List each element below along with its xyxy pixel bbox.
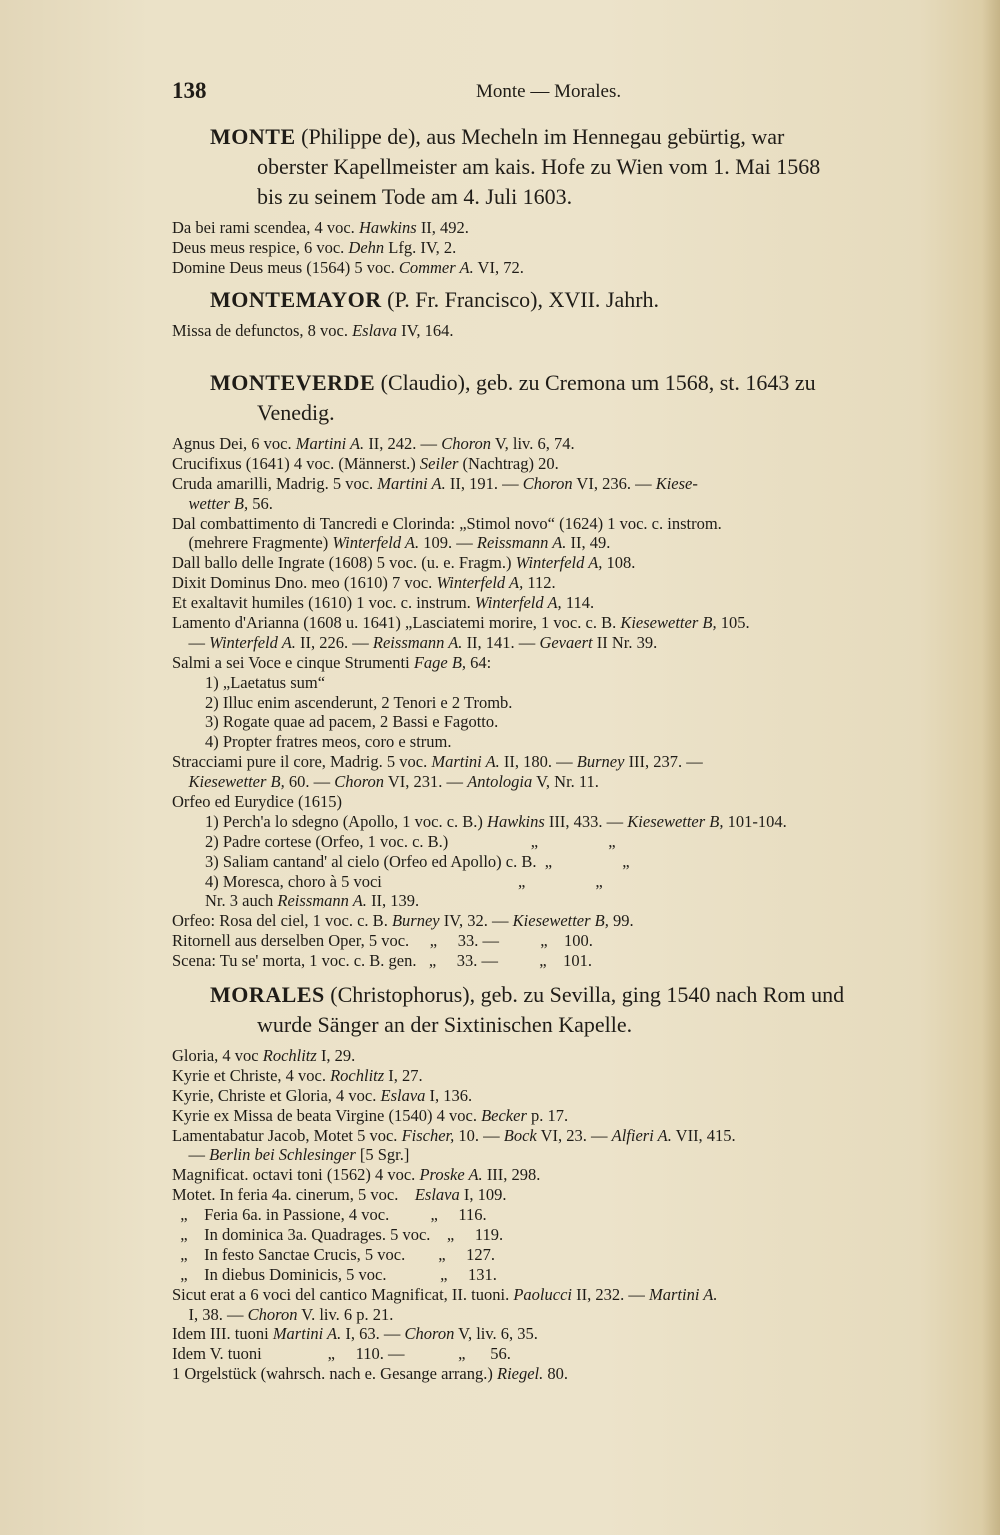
- work-text: 1) „Laetatus sum“: [172, 672, 326, 692]
- work-line: [172, 1126, 907, 1146]
- work-line: [172, 1265, 907, 1285]
- work-line: [172, 693, 907, 713]
- source-reference: Martini A.: [377, 473, 446, 493]
- work-line: [172, 573, 907, 593]
- work-text: II, 49.: [566, 533, 611, 553]
- work-line: [172, 1165, 907, 1185]
- work-text: Stracciami pure il core, Madrig. 5 voc.: [172, 752, 432, 772]
- entry-heading-text: (P. Fr. Francisco), XVII. Jahrh.: [381, 287, 660, 312]
- work-line: [172, 613, 907, 633]
- work-line: [172, 1086, 907, 1106]
- source-reference: Winterfeld A,: [474, 593, 562, 613]
- source-reference: Antologia: [467, 772, 533, 792]
- work-line: [172, 533, 907, 553]
- work-text: III, 298.: [482, 1165, 541, 1185]
- work-text: Lamento d'Arianna (1608 u. 1641) „Lasciatemi morire, 1 voc. c. B.: [172, 613, 621, 633]
- work-text: Kyrie et Christe, 4 voc.: [172, 1065, 331, 1085]
- work-text: IV, 32. —: [439, 911, 513, 931]
- work-text: Dixit Dominus Dno. meo (1610) 7 voc.: [172, 573, 437, 593]
- source-reference: Reissmann A.: [476, 533, 567, 553]
- source-reference: Kiesewetter B,: [627, 811, 724, 831]
- work-line: [172, 593, 907, 613]
- source-reference: Commer A.: [398, 257, 474, 277]
- source-reference: Martini A.: [649, 1284, 718, 1304]
- work-line: [172, 218, 907, 238]
- work-list: [0, 321, 1000, 341]
- source-reference: Eslava: [380, 1085, 426, 1105]
- entry-heading-continuation: wurde Sänger an der Sixtinischen Kapelle.: [257, 1012, 633, 1037]
- entry-heading: [0, 980, 1000, 1040]
- work-text: Magnificat. octavi toni (1562) 4 voc.: [172, 1165, 420, 1185]
- work-text: I, 136.: [425, 1085, 473, 1105]
- work-line: [172, 1245, 907, 1265]
- entry-heading-text: (Philippe de), aus Mecheln im Hennegau gebürtig, war: [295, 124, 785, 149]
- source-reference: Burney: [391, 911, 440, 931]
- work-line: [172, 514, 907, 534]
- work-line: [172, 1145, 907, 1165]
- work-text: VI, 23. —: [536, 1125, 612, 1145]
- work-line: [172, 732, 907, 752]
- source-reference: Choron: [247, 1304, 298, 1324]
- work-text: „ In festo Sanctae Crucis, 5 voc. „ 127.: [172, 1244, 496, 1264]
- work-line: [172, 1106, 907, 1126]
- source-reference: Kiese-: [655, 473, 698, 493]
- work-text: Missa de defunctos, 8 voc.: [172, 321, 353, 340]
- work-text: Orfeo: Rosa del ciel, 1 voc. c. B.: [172, 911, 392, 931]
- source-reference: Choron: [334, 772, 385, 792]
- work-line: [172, 1324, 907, 1344]
- work-text: II, 139.: [366, 891, 420, 911]
- work-text: II Nr. 39.: [592, 632, 658, 652]
- source-reference: Riegel.: [496, 1364, 544, 1384]
- work-text: 2) Illuc enim ascenderunt, 2 Tenori e 2 Tromb.: [172, 692, 513, 712]
- source-reference: Winterfeld A,: [436, 573, 524, 593]
- work-text: Dal combattimento di Tancredi e Clorinda: „Stimol novo“ (1624) 1 voc. c. instrom.: [172, 513, 722, 533]
- work-text: 80.: [543, 1364, 569, 1384]
- work-line: [172, 653, 907, 673]
- work-text: II, 242. —: [364, 434, 442, 453]
- source-reference: Winterfeld A,: [515, 553, 603, 573]
- work-text: VII, 415.: [671, 1125, 736, 1145]
- work-text: V, Nr. 11.: [532, 772, 599, 792]
- work-text: VI, 231. —: [384, 772, 468, 792]
- entry-heading-continuation: bis zu seinem Tode am 4. Juli 1603.: [257, 184, 573, 209]
- work-text: Gloria, 4 voc: [172, 1046, 263, 1065]
- source-reference: Eslava: [352, 321, 398, 340]
- source-reference: Berlin bei Schlesinger: [209, 1145, 356, 1165]
- entry-morales: [0, 980, 1000, 1384]
- work-line: [172, 258, 907, 278]
- work-text: 56.: [248, 493, 273, 513]
- work-text: 64:: [466, 652, 492, 672]
- work-line: [172, 911, 907, 931]
- work-text: Sicut erat a 6 voci del cantico Magnificat, II. tuoni.: [172, 1284, 514, 1304]
- work-text: 108.: [602, 553, 636, 573]
- work-text: Nr. 3 auch: [172, 891, 278, 911]
- source-reference: Bock: [503, 1125, 537, 1145]
- source-reference: Eslava: [414, 1185, 460, 1205]
- work-text: 3) Rogate quae ad pacem, 2 Bassi e Fagotto.: [172, 712, 499, 732]
- work-text: Lamentabatur Jacob, Motet 5 voc.: [172, 1125, 402, 1145]
- entry-heading: [0, 122, 1000, 212]
- work-line: [172, 772, 907, 792]
- source-reference: Rochlitz: [262, 1046, 317, 1065]
- work-text: [5 Sgr.]: [355, 1145, 410, 1165]
- running-head: Monte — Morales.: [476, 81, 622, 102]
- source-reference: Choron: [522, 473, 573, 493]
- entry-heading-continuation: Venedig.: [257, 400, 335, 425]
- entry-monteverde: [0, 368, 1000, 971]
- work-text: (Nachtrag) 20.: [458, 453, 559, 473]
- work-line: [172, 891, 907, 911]
- work-line: [172, 792, 907, 812]
- work-text: Cruda amarilli, Madrig. 5 voc.: [172, 473, 378, 493]
- page-edge-shadow: [982, 0, 1000, 1535]
- work-text: Salmi a sei Voce e cinque Strumenti: [172, 652, 414, 672]
- work-text: 4) Propter fratres meos, coro e strum.: [172, 732, 452, 752]
- work-text: (mehrere Fragmente): [172, 533, 333, 553]
- work-text: p. 17.: [526, 1105, 569, 1125]
- work-text: II, 232. —: [572, 1284, 649, 1304]
- source-reference: Reissmann A.: [277, 891, 367, 911]
- work-line: [172, 832, 907, 852]
- source-reference: Hawkins: [358, 218, 417, 237]
- work-line: [172, 1205, 907, 1225]
- work-text: Domine Deus meus (1564) 5 voc.: [172, 257, 399, 277]
- source-reference: Hawkins: [487, 811, 545, 831]
- work-line: [172, 1285, 907, 1305]
- work-text: Lfg. IV, 2.: [384, 237, 457, 257]
- work-text: Dall ballo delle Ingrate (1608) 5 voc. (u. e. Fragm.): [172, 553, 516, 573]
- work-text: I, 27.: [384, 1065, 423, 1085]
- work-text: VI, 236. —: [572, 473, 656, 493]
- entry-name: MONTEVERDE: [210, 370, 376, 395]
- source-reference: Kiesewetter B,: [620, 613, 717, 633]
- work-line: [172, 1364, 907, 1384]
- work-line: [172, 434, 907, 454]
- entry-name: MORALES: [210, 982, 325, 1007]
- page-header: [0, 78, 1000, 108]
- work-text: [172, 772, 189, 791]
- work-line: [172, 1344, 907, 1364]
- work-text: 4) Moresca, choro à 5 voci „ „: [172, 871, 603, 891]
- work-text: Agnus Dei, 6 voc.: [172, 434, 296, 453]
- work-line: [172, 872, 907, 892]
- work-line: [172, 454, 907, 474]
- work-text: IV, 164.: [397, 321, 454, 340]
- source-reference: Alfieri A.: [611, 1125, 672, 1145]
- work-text: Idem V. tuoni „ 110. — „ 56.: [172, 1344, 511, 1364]
- work-line: [172, 494, 907, 514]
- work-text: „ In dominica 3a. Quadrages. 5 voc. „ 119.: [172, 1225, 504, 1245]
- work-text: 3) Saliam cantand' al cielo (Orfeo ed Apollo) c. B. „ „: [172, 851, 630, 871]
- work-text: V, liv. 6, 35.: [454, 1324, 538, 1344]
- work-text: 1 Orgelstück (wahrsch. nach e. Gesange arrang.): [172, 1364, 497, 1384]
- source-reference: Proske A.: [419, 1165, 483, 1185]
- source-reference: Burney: [576, 752, 625, 772]
- source-reference: Rochlitz: [330, 1065, 385, 1085]
- work-line: [172, 752, 907, 772]
- work-text: I, 29.: [316, 1046, 356, 1065]
- work-text: II, 226. —: [295, 632, 373, 652]
- work-line: [172, 474, 907, 494]
- work-line: [172, 951, 907, 971]
- entry-heading: [0, 368, 1000, 428]
- work-list: [0, 218, 1000, 278]
- work-text: Idem III. tuoni: [172, 1324, 273, 1344]
- source-reference: Martini A.: [272, 1324, 342, 1344]
- work-line: [172, 321, 907, 341]
- work-line: [172, 1185, 907, 1205]
- work-text: Orfeo ed Eurydice (1615): [172, 792, 342, 812]
- source-reference: Dehn: [348, 237, 385, 257]
- source-reference: Fage B,: [413, 652, 467, 672]
- work-line: [172, 633, 907, 653]
- source-reference: Seiler: [419, 453, 459, 473]
- work-text: Deus meus respice, 6 voc.: [172, 237, 349, 257]
- work-line: [172, 852, 907, 872]
- source-reference: Choron: [441, 434, 492, 453]
- source-reference: Paolucci: [513, 1284, 572, 1304]
- work-text: Scena: Tu se' morta, 1 voc. c. B. gen. „ 33. — „ 101.: [172, 951, 593, 971]
- work-line: [172, 812, 907, 832]
- source-reference: Martini A.: [431, 752, 500, 772]
- entry-heading-text: (Claudio), geb. zu Cremona um 1568, st. 1643 zu: [375, 370, 816, 395]
- work-text: I, 109.: [459, 1185, 507, 1205]
- page-number: 138: [172, 78, 207, 103]
- work-list: [0, 434, 1000, 971]
- source-reference: Becker: [481, 1105, 527, 1125]
- work-text: V. liv. 6 p. 21.: [297, 1304, 394, 1324]
- work-text: —: [172, 1145, 210, 1165]
- work-text: „ Feria 6a. in Passione, 4 voc. „ 116.: [172, 1205, 487, 1225]
- work-text: 10. —: [454, 1125, 504, 1145]
- source-reference: Kiesewetter B,: [512, 911, 609, 931]
- work-text: 105.: [716, 613, 750, 633]
- work-list: [0, 1046, 1000, 1384]
- work-line: [172, 1225, 907, 1245]
- work-text: VI, 72.: [473, 257, 524, 277]
- work-line: [172, 1305, 907, 1325]
- work-line: [172, 673, 907, 693]
- work-text: III, 433. —: [544, 811, 628, 831]
- entry-heading: [0, 285, 1000, 315]
- work-text: „ In diebus Dominicis, 5 voc. „ 131.: [172, 1264, 497, 1284]
- work-text: I, 63. —: [341, 1324, 405, 1344]
- work-text: [172, 494, 189, 513]
- work-text: Kyrie, Christe et Gloria, 4 voc.: [172, 1085, 381, 1105]
- work-text: Motet. In feria 4a. cinerum, 5 voc.: [172, 1185, 415, 1205]
- work-text: —: [172, 632, 210, 652]
- work-text: 1) Perch'a lo sdegno (Apollo, 1 voc. c. B.): [172, 811, 488, 831]
- entry-monte: [0, 122, 1000, 278]
- work-text: 101-104.: [723, 811, 787, 831]
- work-text: 112.: [523, 573, 556, 593]
- work-text: Da bei rami scendea, 4 voc.: [172, 218, 359, 237]
- work-line: [172, 1066, 907, 1086]
- entry-name: MONTEMAYOR: [210, 287, 382, 312]
- work-text: Ritornell aus derselben Oper, 5 voc. „ 33. — „ 100.: [172, 931, 593, 951]
- work-text: Et exaltavit humiles (1610) 1 voc. c. instrum.: [172, 593, 475, 613]
- source-reference: Winterfeld A.: [209, 632, 296, 652]
- source-reference: Winterfeld A.: [332, 533, 420, 553]
- source-reference: Gevaert: [539, 632, 593, 652]
- work-line: [172, 931, 907, 951]
- source-reference: wetter B,: [188, 493, 249, 513]
- source-reference: Kiesewetter B,: [188, 772, 285, 792]
- source-reference: Fischer,: [401, 1125, 455, 1145]
- work-line: [172, 1046, 907, 1066]
- work-text: I, 38. —: [172, 1304, 248, 1324]
- work-text: Crucifixus (1641) 4 voc. (Männerst.): [172, 453, 420, 473]
- work-text: V, liv. 6, 74.: [491, 434, 575, 453]
- work-text: 60. —: [284, 772, 335, 792]
- work-text: 99.: [608, 911, 634, 931]
- source-reference: Reissmann A.: [372, 632, 463, 652]
- work-line: [172, 238, 907, 258]
- work-text: III, 237. —: [624, 752, 703, 772]
- work-text: 2) Padre cortese (Orfeo, 1 voc. c. B.) „ „: [172, 831, 616, 851]
- work-text: II, 180. —: [499, 752, 577, 772]
- work-text: 109. —: [419, 533, 477, 553]
- work-text: Kyrie ex Missa de beata Virgine (1540) 4 voc.: [172, 1105, 482, 1125]
- work-line: [172, 712, 907, 732]
- entry-montemayor: [0, 285, 1000, 341]
- entry-name: MONTE: [210, 124, 296, 149]
- work-line: [172, 553, 907, 573]
- source-reference: Martini A.: [295, 434, 365, 453]
- entry-heading-continuation: oberster Kapellmeister am kais. Hofe zu Wien vom 1. Mai 1568: [257, 154, 821, 179]
- work-text: II, 492.: [416, 218, 469, 237]
- work-text: 114.: [561, 593, 595, 613]
- source-reference: Choron: [404, 1324, 455, 1344]
- work-text: II, 141. —: [462, 632, 540, 652]
- work-text: II, 191. —: [445, 473, 523, 493]
- entry-heading-text: (Christophorus), geb. zu Sevilla, ging 1540 nach Rom und: [324, 982, 845, 1007]
